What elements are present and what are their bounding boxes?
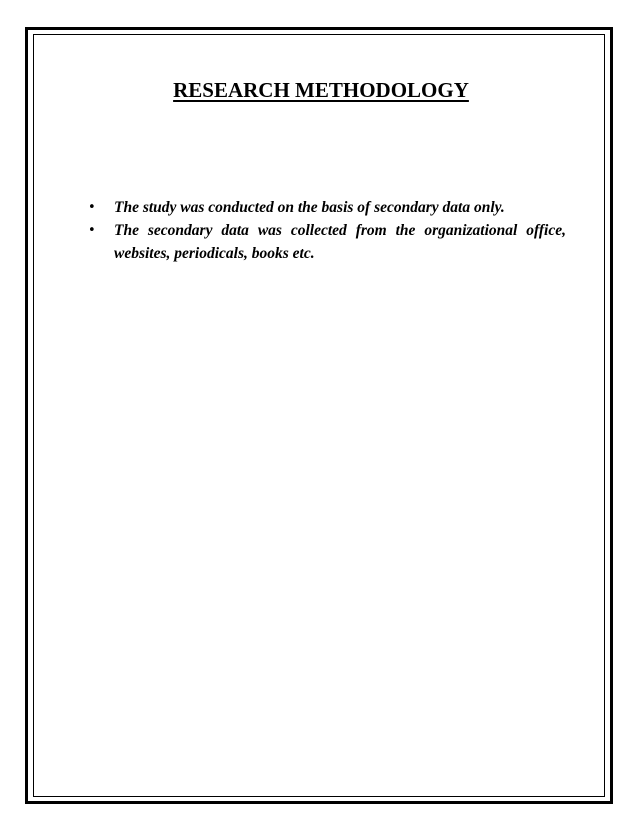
list-item [88, 196, 566, 219]
bullet-icon: • [88, 200, 96, 215]
bullet-list [88, 196, 566, 265]
list-item [88, 219, 566, 265]
list-item-text: The study was conducted on the basis of secondary data only. [114, 199, 505, 216]
bullet-icon: • [88, 223, 96, 238]
list-item-text: The secondary data was collected from the organizational office, websites, periodicals, books etc. [114, 222, 566, 262]
page-title: RESEARCH METHODOLOGY [173, 78, 469, 102]
page-border-inner [33, 34, 605, 797]
